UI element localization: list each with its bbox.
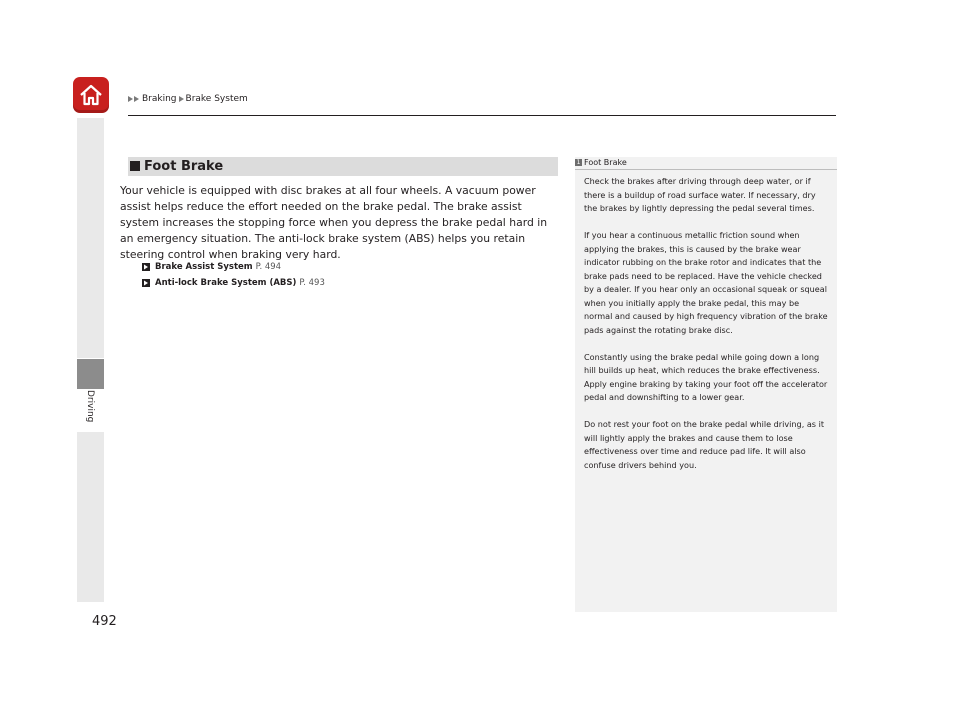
reference-link-abs[interactable] bbox=[142, 278, 325, 288]
breadcrumb-arrow-icon bbox=[128, 96, 133, 102]
section-title: Foot Brake bbox=[144, 159, 224, 174]
note-number-badge: 1 bbox=[576, 159, 581, 166]
side-section-label: Driving bbox=[85, 390, 95, 423]
breadcrumb-item-braking[interactable]: Braking bbox=[142, 94, 177, 104]
reference-page: P. 493 bbox=[299, 278, 325, 288]
page-number: 492 bbox=[92, 614, 117, 629]
note-paragraph: Do not rest your foot on the brake pedal while driving, as it will lightly apply the brakes and cause them to lose effectiveness over time and reduce pad life. It will also confuse drivers behind you. bbox=[584, 419, 825, 470]
note-rule bbox=[575, 169, 837, 170]
breadcrumb-arrow-icon bbox=[179, 96, 184, 102]
section-heading bbox=[128, 157, 558, 176]
reference-title: Brake Assist System bbox=[155, 262, 253, 272]
note-title-text: Foot Brake bbox=[584, 158, 627, 167]
side-tab-active[interactable] bbox=[77, 359, 104, 389]
reference-arrow-icon bbox=[142, 263, 150, 271]
reference-page: P. 494 bbox=[255, 262, 282, 272]
note-paragraph: Check the brakes after driving through deep water, or if there is a buildup of road surface water. If necessary, dry the brakes by lightly depressing the pedal several times. bbox=[584, 176, 816, 213]
note-title bbox=[575, 158, 627, 167]
header-rule bbox=[128, 115, 836, 116]
square-bullet-icon bbox=[130, 161, 140, 171]
home-icon bbox=[78, 82, 104, 108]
note-paragraph: If you hear a continuous metallic friction sound when applying the brakes, this is caused by the brake wear indicator rubbing on the brake rotor and indicates that the brake pads need to be replaced. Have the vehicle checked by a dealer. If you hear only an occasional squeak or squeal when you initially apply the brake pedal, this may be normal and caused by high frequency vibration of the brake pads against the rotating brake disc. bbox=[584, 230, 828, 335]
section-body: Your vehicle is equipped with disc brakes at all four wheels. A vacuum power assist helps reduce the effort needed on the brake pedal. The brake assist system increases the stopping force when you depress the brake pedal hard in an emergency situation. The anti-lock brake system (ABS) helps you retain steering control when braking very hard. bbox=[120, 184, 548, 261]
side-tab-strip bbox=[77, 432, 104, 602]
reference-arrow-icon bbox=[142, 279, 150, 287]
breadcrumb-arrow-icon bbox=[134, 96, 139, 102]
reference-link-brake-assist[interactable] bbox=[142, 262, 281, 272]
side-tab-strip bbox=[77, 118, 104, 358]
note-body bbox=[584, 175, 830, 486]
breadcrumb-item-brake-system[interactable]: Brake System bbox=[185, 94, 248, 104]
note-paragraph: Constantly using the brake pedal while going down a long hill builds up heat, which reduces the brake effectiveness. Apply engine braking by taking your foot off the accelerator pedal and downshifting to a lower gear. bbox=[584, 351, 828, 402]
home-button[interactable] bbox=[73, 77, 109, 113]
reference-title: Anti-lock Brake System (ABS) bbox=[155, 278, 297, 288]
breadcrumb bbox=[128, 94, 248, 104]
